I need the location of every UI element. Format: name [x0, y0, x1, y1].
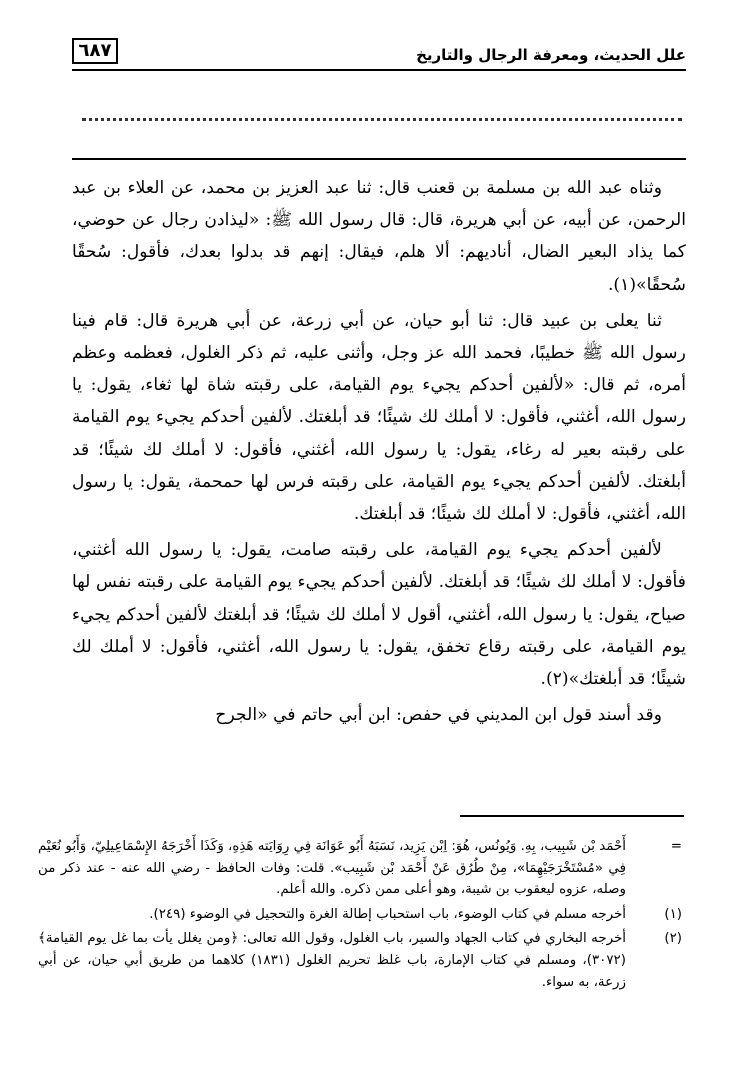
footnote	[38, 928, 688, 993]
paragraph: وقد أسند قول ابن المديني في حفص: ابن أبي حاتم في «الجرح	[215, 705, 662, 726]
footnote-number: =	[670, 839, 682, 854]
main-text	[72, 172, 686, 735]
omission-dotted-line	[82, 118, 682, 121]
page-header	[72, 38, 686, 68]
footnotes	[38, 836, 688, 996]
footnote-number: (١)	[664, 906, 682, 922]
footnote-text: أَحْمَد بْن شَبِيب، بِهِ. وَيُونُس، هُوَ: اِبْن يَزِيد، نَسَبَهُ أَبُو عَوَانَة فِي رِوَايَته هَذِهِ، وَكَذَا أَخْرَجَهُ الإِسْمَاعِيلِيّ، وَأَبُو نُعَيْم فِي «مُسْتَخْرَجَيْهِمَا»، مِنْ طُرُق عَنْ أَحْمَد بْن شَبِيب». قلت: وفات الحافظ - رضي الله عنه - عند ذكر من وصله، عزوه ليعقوب بن شيبة، وهو أعلى ممن ذكره. والله أعلم.	[38, 839, 626, 898]
footnote-separator	[460, 815, 684, 817]
footnote	[38, 904, 688, 926]
running-title: علل الحديث، ومعرفة الرجال والتاريخ	[416, 46, 686, 64]
page-number: ٦٨٧	[72, 38, 118, 64]
footnote-number: (٢)	[664, 931, 682, 947]
paragraph: ثنا يعلى بن عبيد قال: ثنا أبو حيان، عن أبي زرعة، عن أبي هريرة قال: قام فينا رسول الله ﷺ خطيبًا، فحمد الله عز وجل، وأثنى عليه، ثم ذكر الغلول، فعظمه وعظم أمره، ثم قال: «لألفين أحدكم يجيء يوم القيامة، على رقبته شاة لها ثغاء، يقول: يا رسول الله، أغثني، فأقول: لا أملك لك شيئًا؛ قد أبلغتك. لألفين أحدكم يجيء يوم القيامة على رقبته بعير له رغاء، يقول: يا رسول الله، أغثني، فأقول: لا أملك لك شيئًا؛ قد أبلغتك. لألفين أحدكم يجيء يوم القيامة، على رقبته فرس لها حمحمة، يقول: يا رسول الله، أغثني، فأقول: لا أملك لك شيئًا؛ قد أبلغتك.	[72, 310, 686, 525]
section-rule	[72, 158, 686, 160]
footnote	[38, 836, 688, 901]
paragraph: لألفين أحدكم يجيء يوم القيامة، على رقبته صامت، يقول: يا رسول الله أغثني، فأقول: لا أملك لك شيئًا؛ قد أبلغتك. لألفين أحدكم يجيء يوم القيامة على رقبته نفس لها صياح، يقول: يا رسول الله، أغثني، أقول لا أملك لك شيئًا؛ قد أبلغتك لألفين أحدكم يجيء يوم القيامة، على رقبته رقاع تخفق، يقول: يا رسول الله، أغثني، فأقول: لا أملك لك شيئًا؛ قد أبلغتك»(٢).	[72, 540, 686, 690]
paragraph: وثناه عبد الله بن مسلمة بن قعنب قال: ثنا عبد العزيز بن محمد، عن العلاء بن عبد الرحمن، عن أبيه، عن أبي هريرة، قال: قال رسول الله ﷺ: «ليذادن رجال عن حوضي، كما يذاد البعير الضال، أناديهم: ألا هلم، فيقال: إنهم قد بدلوا بعدك، فأقول: سُحقًا سُحقًا»(١).	[72, 178, 686, 295]
footnote-text: أخرجه مسلم في كتاب الوضوء، باب استحباب إطالة الغرة والتحجيل في الوضوء (٢٤٩).	[149, 906, 626, 922]
header-rule	[72, 69, 686, 71]
footnote-text: أخرجه البخاري في كتاب الجهاد والسير، باب الغلول، وقول الله تعالى: ﴿ومن يغلل يأت بما غل يوم القيامة﴾ (٣٠٧٢)، ومسلم في كتاب الإمارة، باب غلظ تحريم الغلول (١٨٣١) كلاهما من طريق أبي حيان، عن أبي زرعة، به سواء.	[38, 931, 626, 990]
